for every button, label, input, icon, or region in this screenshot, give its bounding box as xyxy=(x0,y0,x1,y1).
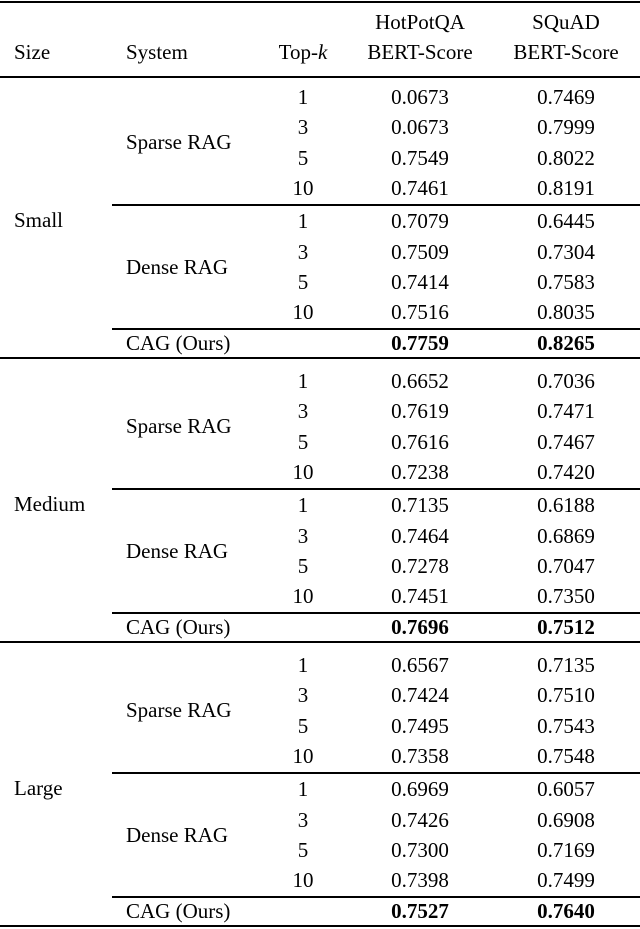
topk-cell: 1 xyxy=(297,777,309,802)
header-rule xyxy=(0,76,640,78)
squad-score-cell: 0.8022 xyxy=(537,145,595,170)
topk-cell: 1 xyxy=(297,369,309,393)
size-label: Large xyxy=(14,775,63,800)
hotpot-score-cell: 0.7616 xyxy=(391,429,449,454)
topk-cell: 5 xyxy=(297,837,309,862)
squad-score-cell: 0.8191 xyxy=(537,175,595,200)
header-topk-prefix: Top- xyxy=(278,40,319,64)
hotpot-score-cell: 0.7426 xyxy=(391,807,449,832)
topk-cell: 5 xyxy=(297,429,309,454)
hotpot-score-cell: 0.0673 xyxy=(391,115,449,140)
squad-score-cell: 0.7047 xyxy=(537,553,595,578)
hotpot-score-cell: 0.7424 xyxy=(391,683,449,708)
group-rule xyxy=(0,357,640,359)
system-label-sparse-rag: Sparse RAG xyxy=(126,414,232,439)
squad-score-cell: 0.6869 xyxy=(537,523,595,548)
squad-score-cell: 0.7467 xyxy=(537,429,595,454)
cag-hotpot-score: 0.7759 xyxy=(391,331,449,356)
header-size: Size xyxy=(14,40,51,64)
cag-squad-score: 0.7512 xyxy=(537,615,595,640)
squad-score-cell: 0.7548 xyxy=(537,743,595,768)
size-label: Small xyxy=(14,207,64,232)
topk-cell: 1 xyxy=(297,653,309,677)
hotpot-score-cell: 0.7079 xyxy=(391,209,449,234)
header-system: System xyxy=(126,40,188,64)
hotpot-score-cell: 0.7509 xyxy=(391,239,449,264)
group-rule xyxy=(0,925,640,927)
header-hotpot-line1: HotPotQA xyxy=(375,10,465,34)
cag-hotpot-score: 0.7696 xyxy=(391,615,449,640)
cag-squad-score: 0.7640 xyxy=(537,899,595,924)
group-rule xyxy=(0,641,640,643)
hotpot-score-cell: 0.7495 xyxy=(391,713,449,738)
squad-score-cell: 0.6445 xyxy=(537,209,595,234)
hotpot-score-cell: 0.7278 xyxy=(391,553,449,578)
topk-cell: 10 xyxy=(292,868,314,893)
hotpot-score-cell: 0.7414 xyxy=(391,269,449,294)
system-label-cag: CAG (Ours) xyxy=(126,615,231,640)
dense-cag-rule xyxy=(112,612,640,614)
squad-score-cell: 0.7471 xyxy=(537,399,595,424)
size-label: Medium xyxy=(14,491,86,516)
topk-cell: 3 xyxy=(297,807,309,832)
dense-cag-rule xyxy=(112,328,640,330)
sparse-dense-rule xyxy=(112,204,640,206)
hotpot-score-cell: 0.6567 xyxy=(391,653,449,677)
system-label-dense-rag: Dense RAG xyxy=(126,538,229,563)
sparse-dense-rule xyxy=(112,772,640,774)
squad-score-cell: 0.7036 xyxy=(537,369,595,393)
topk-cell: 10 xyxy=(292,584,314,609)
squad-score-cell: 0.8035 xyxy=(537,300,595,325)
topk-cell: 5 xyxy=(297,145,309,170)
hotpot-score-cell: 0.7549 xyxy=(391,145,449,170)
squad-score-cell: 0.7420 xyxy=(537,459,595,484)
hotpot-score-cell: 0.0673 xyxy=(391,85,449,109)
top-rule xyxy=(0,1,640,3)
hotpot-score-cell: 0.7358 xyxy=(391,743,449,768)
topk-cell: 3 xyxy=(297,399,309,424)
squad-score-cell: 0.7510 xyxy=(537,683,595,708)
header-squad-line2: BERT-Score xyxy=(513,40,619,64)
topk-cell: 1 xyxy=(297,85,309,109)
system-label-sparse-rag: Sparse RAG xyxy=(126,698,232,723)
topk-cell: 10 xyxy=(292,459,314,484)
squad-score-cell: 0.7999 xyxy=(537,115,595,140)
squad-score-cell: 0.6188 xyxy=(537,493,595,518)
system-label-sparse-rag: Sparse RAG xyxy=(126,130,232,155)
topk-cell: 10 xyxy=(292,300,314,325)
header-hotpot-line2: BERT-Score xyxy=(367,40,473,64)
topk-cell: 5 xyxy=(297,713,309,738)
topk-cell: 1 xyxy=(297,493,309,518)
topk-cell: 10 xyxy=(292,743,314,768)
hotpot-score-cell: 0.7464 xyxy=(391,523,449,548)
hotpot-score-cell: 0.7238 xyxy=(391,459,449,484)
topk-cell: 5 xyxy=(297,553,309,578)
topk-cell: 3 xyxy=(297,115,309,140)
sparse-dense-rule xyxy=(112,488,640,490)
system-label-dense-rag: Dense RAG xyxy=(126,254,229,279)
system-label-cag: CAG (Ours) xyxy=(126,331,231,356)
system-label-cag: CAG (Ours) xyxy=(126,899,231,924)
squad-score-cell: 0.7469 xyxy=(537,85,595,109)
hotpot-score-cell: 0.7619 xyxy=(391,399,449,424)
dense-cag-rule xyxy=(112,896,640,898)
hotpot-score-cell: 0.7300 xyxy=(391,837,449,862)
cag-squad-score: 0.8265 xyxy=(537,331,595,356)
topk-cell: 3 xyxy=(297,239,309,264)
squad-score-cell: 0.7350 xyxy=(537,584,595,609)
header-topk-var: k xyxy=(318,40,328,64)
cag-hotpot-score: 0.7527 xyxy=(391,899,449,924)
squad-score-cell: 0.7583 xyxy=(537,269,595,294)
squad-score-cell: 0.7543 xyxy=(537,713,595,738)
topk-cell: 3 xyxy=(297,523,309,548)
squad-score-cell: 0.7499 xyxy=(537,868,595,893)
hotpot-score-cell: 0.7461 xyxy=(391,175,449,200)
squad-score-cell: 0.6057 xyxy=(537,777,595,802)
squad-score-cell: 0.7135 xyxy=(537,653,595,677)
hotpot-score-cell: 0.7451 xyxy=(391,584,449,609)
header-topk xyxy=(279,37,328,67)
squad-score-cell: 0.7304 xyxy=(537,239,595,264)
squad-score-cell: 0.6908 xyxy=(537,807,595,832)
topk-cell: 5 xyxy=(297,269,309,294)
topk-cell: 3 xyxy=(297,683,309,708)
hotpot-score-cell: 0.7516 xyxy=(391,300,449,325)
topk-cell: 1 xyxy=(297,209,309,234)
header-squad-line1: SQuAD xyxy=(532,10,600,34)
squad-score-cell: 0.7169 xyxy=(537,837,595,862)
topk-cell: 10 xyxy=(292,175,314,200)
hotpot-score-cell: 0.7135 xyxy=(391,493,449,518)
system-label-dense-rag: Dense RAG xyxy=(126,822,229,847)
hotpot-score-cell: 0.6969 xyxy=(391,777,449,802)
hotpot-score-cell: 0.7398 xyxy=(391,868,449,893)
hotpot-score-cell: 0.6652 xyxy=(391,369,449,393)
